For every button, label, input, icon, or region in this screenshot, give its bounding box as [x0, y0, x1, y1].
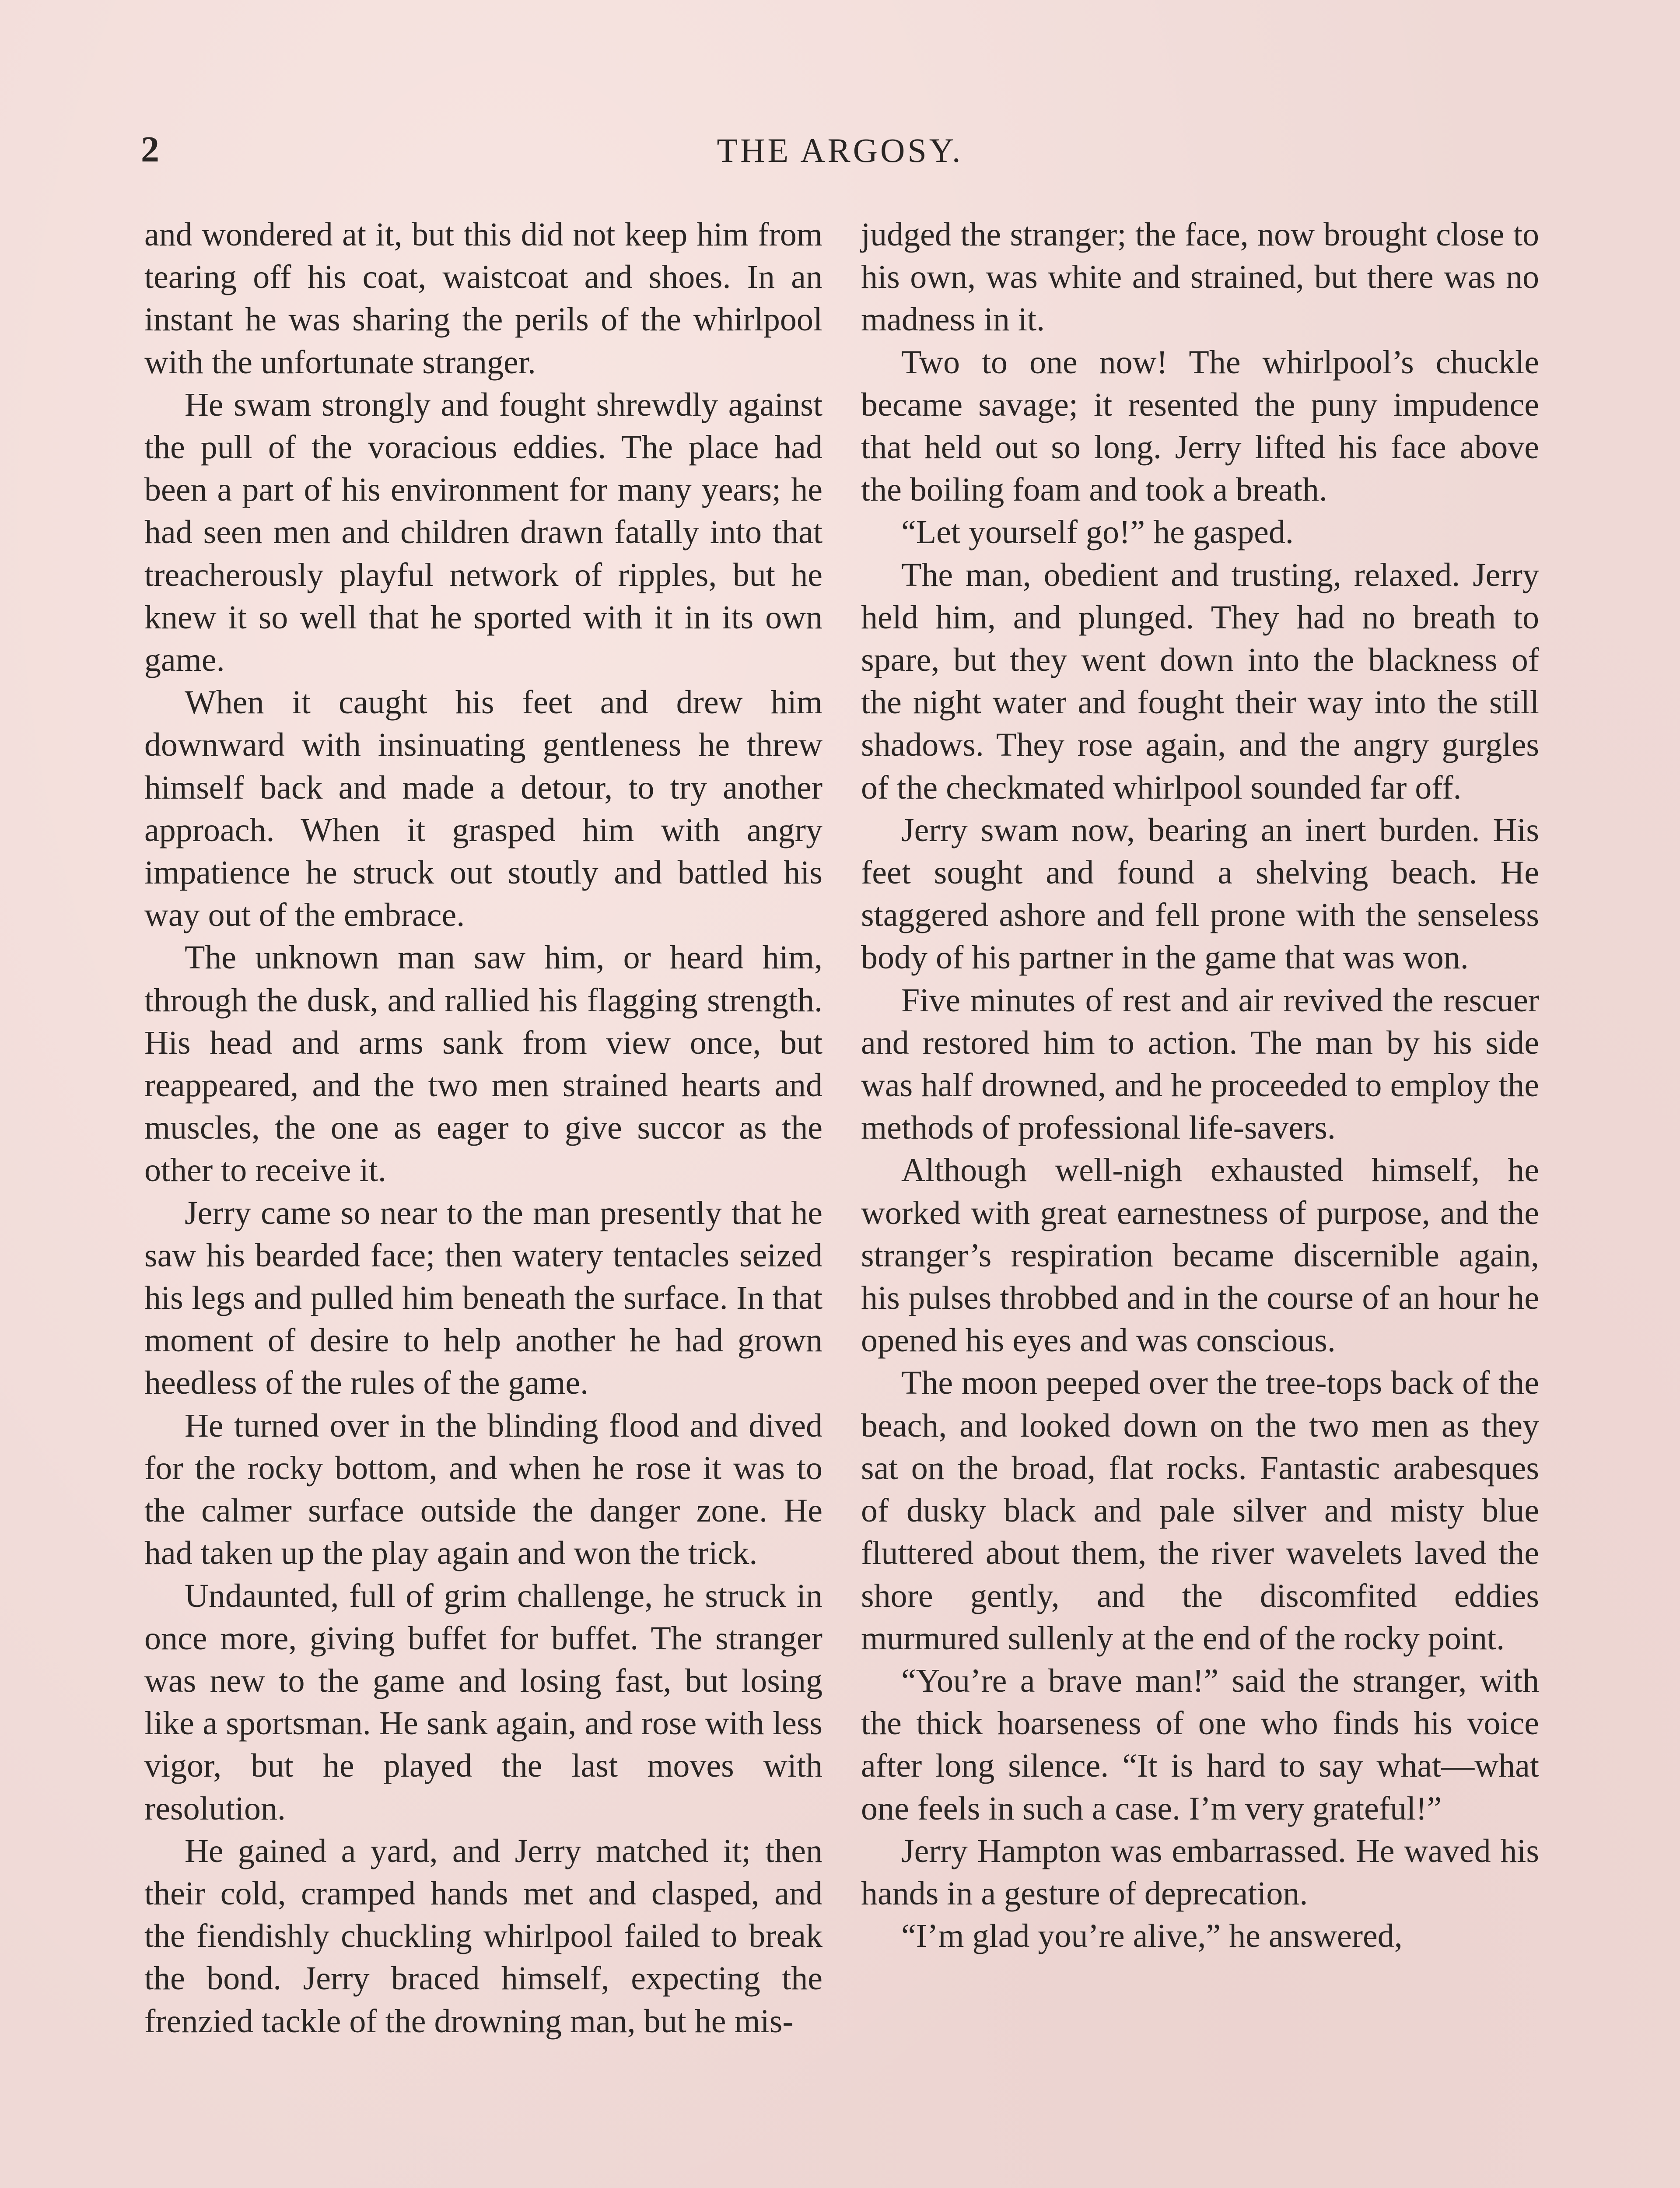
paragraph: The moon peeped over the tree-tops back of the beach, and looked down on the two men as they sat on the broad, flat rocks. Fantastic arabesques of dusky black and pale silver and misty blue fluttered about them, the river wavelets laved the shore gently, and the discomfited eddies murmured sullenly at the end of the rocky point. — [861, 1364, 1539, 1657]
paragraph: judged the stranger; the face, now brought close to his own, was white and strained, but there was no madness in it. — [861, 216, 1539, 338]
paragraph: He gained a yard, and Jerry matched it; then their cold, cramped hands met and clasped, and the fiendishly chuckling whirlpool failed to break the bond. Jerry braced himself, expecting the frenzied tackle of the drowning man, but he mis- — [144, 1832, 822, 2040]
paragraph: “Let yourself go!” he gasped. — [901, 514, 1294, 551]
paragraph: Jerry Hampton was embarrassed. He waved his hands in a gesture of deprecation. — [861, 1832, 1539, 1912]
right-column — [861, 214, 1539, 1957]
paragraph: Jerry swam now, bearing an inert burden. His feet sought and found a shelving beach. He staggered ashore and fell prone with the senseless body of his partner in the game that was won. — [861, 811, 1539, 976]
paragraph: The man, obedient and trusting, relaxed. Jerry held him, and plunged. They had no breath to spare, but they went down into the blackness of the night water and fought their way into the still shadows. They rose again, and the angry gurgles of the checkmated whirlpool sounded far off. — [861, 556, 1539, 806]
paragraph: He swam strongly and fought shrewdly against the pull of the voracious eddies. The place had been a part of his environment for many years; he had seen men and children drawn fatally into that treacherously playful network of ripples, but he knew it so well that he sported with it in its own game. — [144, 386, 822, 679]
paragraph: He turned over in the blinding flood and dived for the rocky bottom, and when he rose it was to the calmer surface outside the danger zone. He had taken up the play again and won the trick. — [144, 1407, 822, 1572]
paragraph: Although well-nigh exhausted himself, he worked with great earnestness of purpose, and the stranger’s respiration became discernible again, his pulses throbbed and in the course of an hour he opened his eyes and was conscious. — [861, 1152, 1539, 1359]
paragraph: Jerry came so near to the man presently that he saw his bearded face; then watery tentacles seized his legs and pulled him beneath the surface. In that moment of desire to help another he had grown heedless of the rules of the game. — [144, 1194, 822, 1402]
paragraph: Undaunted, full of grim challenge, he struck in once more, giving buffet for buffet. The stranger was new to the game and losing fast, but losing like a sportsman. He sank again, and rose with less vigor, but he played the last moves with resolution. — [144, 1577, 822, 1827]
paragraph: and wondered at it, but this did not keep him from tearing off his coat, waistcoat and shoes. In an instant he was sharing the perils of the whirlpool with the unfortunate stranger. — [144, 216, 822, 381]
running-title: THE ARGOSY. — [717, 131, 963, 169]
paragraph: When it caught his feet and drew him downward with insinuating gentleness he threw himself back and made a detour, to try another approach. When it grasped him with angry impatience he struck out stoutly and battled his way out of the embrace. — [144, 684, 822, 934]
paragraph: Two to one now! The whirlpool’s chuckle became savage; it resented the puny impudence that held out so long. Jerry lifted his face above the boiling foam and took a breath. — [861, 344, 1539, 508]
paragraph: “You’re a brave man!” said the stranger, with the thick hoarseness of one who finds his voice after long silence. “It is hard to say what—what one feels in such a case. I’m very grateful!” — [861, 1662, 1539, 1827]
paragraph: The unknown man saw him, or heard him, through the dusk, and rallied his flagging strength. His head and arms sank from view once, but reappeared, and the two men strained hearts and muscles, the one as eager to give succor as the other to receive it. — [144, 939, 822, 1189]
page-number: 2 — [141, 129, 159, 170]
paragraph: Five minutes of rest and air revived the rescuer and restored him to action. The man by his side was half drowned, and he proceeded to employ the methods of professional life-savers. — [861, 982, 1539, 1147]
left-column — [144, 214, 822, 2043]
paragraph: “I’m glad you’re alive,” he answered, — [901, 1918, 1403, 1955]
